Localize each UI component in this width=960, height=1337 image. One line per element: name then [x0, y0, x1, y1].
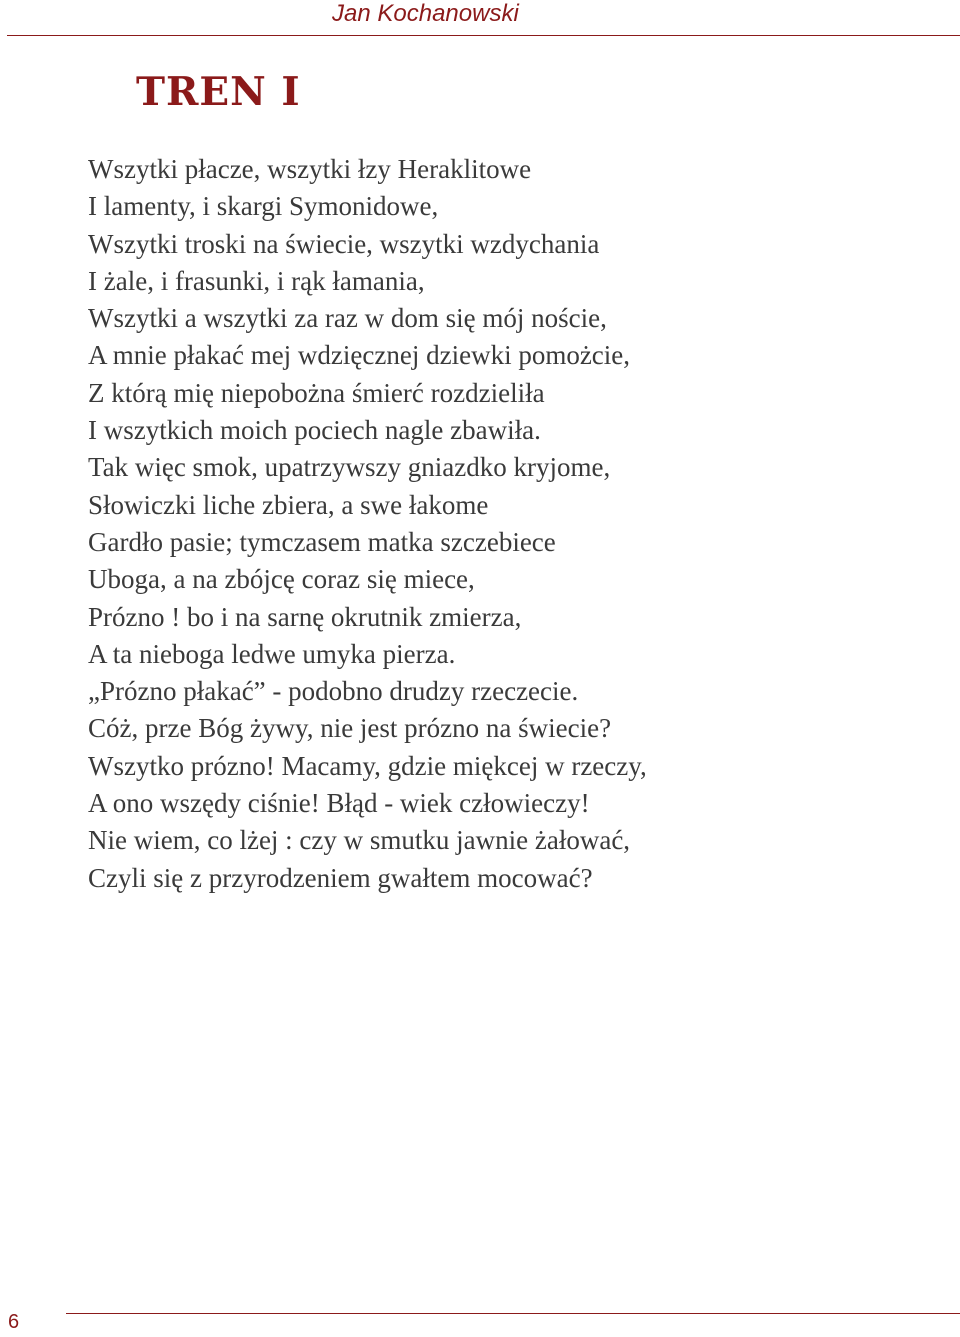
poem-line: A ono wszędy ciśnie! Błąd - wiek człowieczy!: [88, 788, 590, 819]
poem-line: Uboga, a na zbójcę coraz się miece,: [88, 564, 475, 595]
poem-line: Wszytki płacze, wszytki łzy Heraklitowe: [88, 154, 532, 184]
poem-line: Wszytki a wszytki za raz w dom się mój noście,: [88, 303, 607, 334]
page-number: 6: [8, 1311, 20, 1333]
poem-line: Czyli się z przyrodzeniem gwałtem mocować?: [88, 862, 593, 893]
poem-line: Z którą mię niepobożna śmierć rozdzieliła: [88, 377, 545, 408]
poem-line: Wszytki troski na świecie, wszytki wzdychania: [88, 228, 600, 259]
poem-title: TREN I: [136, 69, 301, 115]
poem-line: Słowiczki liche zbiera, a swe łakome: [88, 489, 489, 520]
poem-line: I lamenty, i skargi Symonidowe,: [88, 191, 439, 222]
poem-line: Nie wiem, co lżej : czy w smutku jawnie żałować,: [88, 825, 631, 856]
poem-line: Cóż, prze Bóg żywy, nie jest prózno na świecie?: [88, 713, 612, 744]
poem-line: I wszytkich moich pociech nagle zbawiła.: [88, 415, 541, 446]
running-header-author: Jan Kochanowski: [332, 0, 519, 27]
footer-divider: [66, 1313, 960, 1314]
poem-line: Gardło pasie; tymczasem matka szczebiece: [88, 526, 556, 557]
poem-line: A ta nieboga ledwe umyka pierza.: [88, 638, 456, 669]
poem-line: I żale, i frasunki, i rąk łamania,: [88, 265, 425, 296]
poem-line: Prózno ! bo i na sarnę okrutnik zmierza,: [88, 601, 522, 632]
poem-line: A mnie płakać mej wdzięcznej dziewki pomożcie,: [88, 340, 631, 371]
poem-line: Tak więc smok, upatrzywszy gniazdko kryjome,: [88, 452, 611, 483]
poem-line: Wszytko prózno! Macamy, gdzie miękcej w rzeczy,: [88, 750, 647, 781]
poem-line: „Prózno płakać” - podobno drudzy rzeczecie.: [88, 676, 579, 707]
poem-body: [88, 151, 647, 897]
header-divider: [7, 35, 960, 36]
